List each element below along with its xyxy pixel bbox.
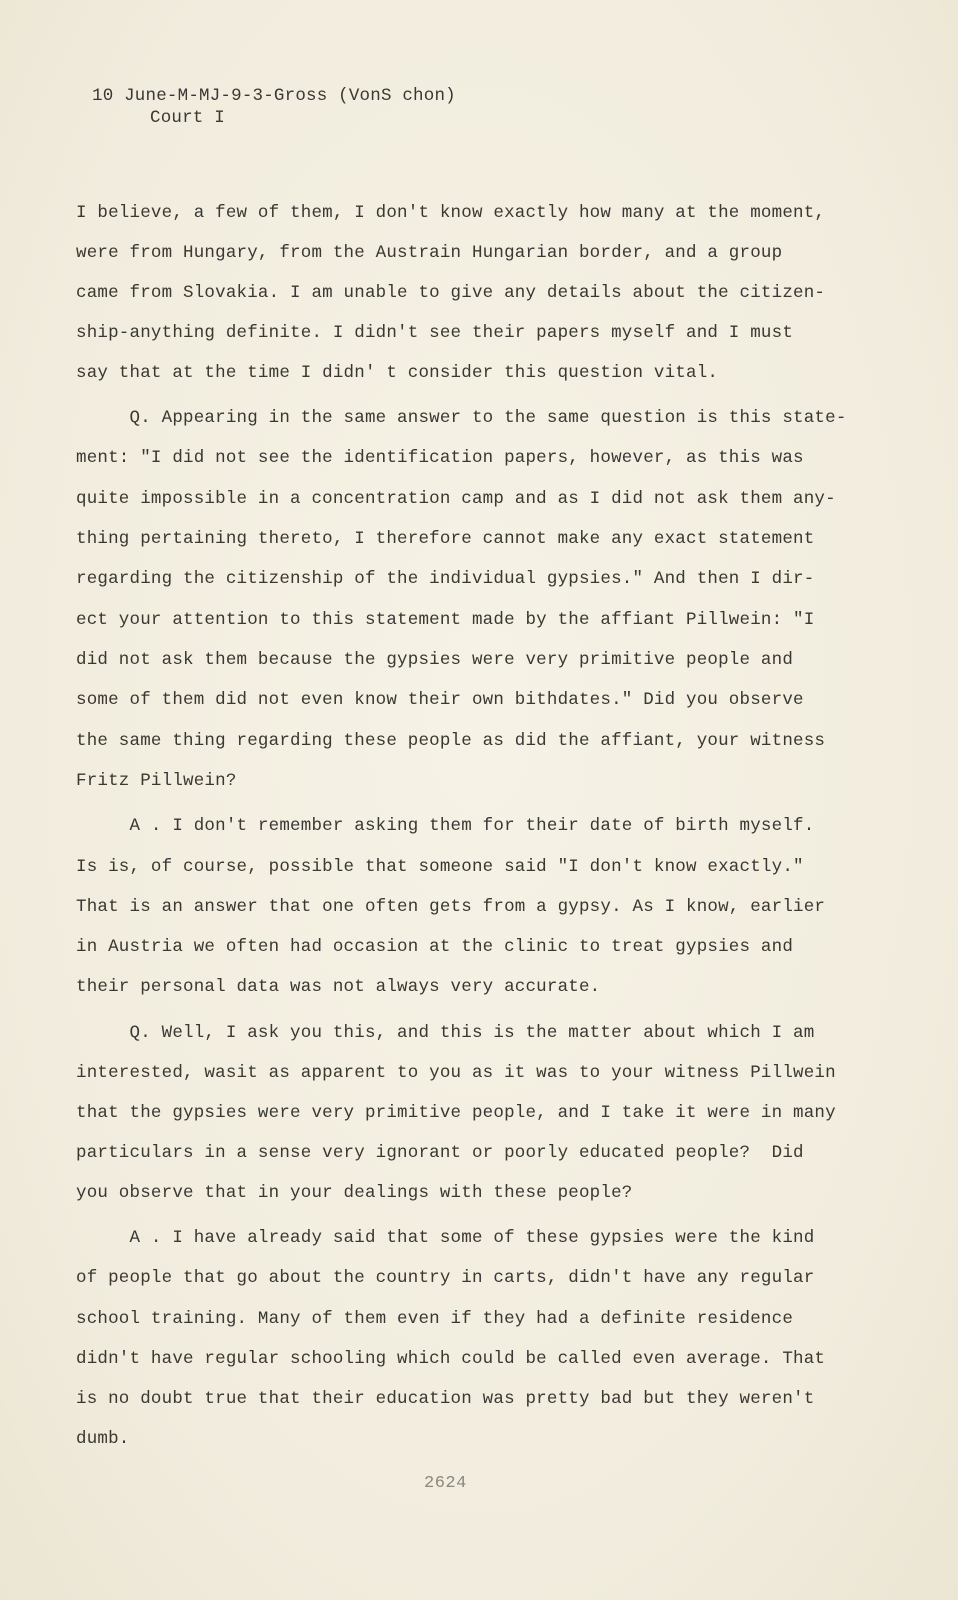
transcript-line: interested, wasit as apparent to you as it was to your witness Pillwein	[76, 1063, 836, 1083]
transcript-line: A . I don't remember asking them for their date of birth myself.	[76, 816, 815, 836]
transcript-line: ment: "I did not see the identification papers, however, as this was	[76, 448, 804, 468]
transcript-line: Fritz Pillwein?	[76, 771, 237, 791]
transcript-line: in Austria we often had occasion at the clinic to treat gypsies and	[76, 937, 794, 957]
transcript-line: you observe that in your dealings with these people?	[76, 1183, 633, 1203]
transcript-line: regarding the citizenship of the individual gypsies." And then I dir-	[76, 569, 815, 589]
transcript-line: is no doubt true that their education was pretty bad but they weren't	[76, 1389, 815, 1409]
transcript-line: Q. Well, I ask you this, and this is the matter about which I am	[76, 1023, 815, 1043]
transcript-line: particulars in a sense very ignorant or poorly educated people? Did	[76, 1143, 804, 1163]
transcript-line: thing pertaining thereto, I therefore cannot make any exact statement	[76, 529, 815, 549]
transcript-line: school training. Many of them even if they had a definite residence	[76, 1309, 794, 1329]
transcript-line: Q. Appearing in the same answer to the same question is this state-	[76, 408, 847, 428]
transcript-line: some of them did not even know their own bithdates." Did you observe	[76, 690, 804, 710]
transcript-line: ship-anything definite. I didn't see their papers myself and I must	[76, 323, 794, 343]
transcript-line: of people that go about the country in carts, didn't have any regular	[76, 1268, 815, 1288]
transcript-line: say that at the time I didn' t consider this question vital.	[76, 363, 719, 383]
transcript-line: That is an answer that one often gets from a gypsy. As I know, earlier	[76, 897, 826, 917]
transcript-line: dumb.	[76, 1429, 130, 1449]
transcript-line: came from Slovakia. I am unable to give any details about the citizen-	[76, 283, 826, 303]
page-number: 2624	[424, 1474, 467, 1493]
transcript-line: their personal data was not always very accurate.	[76, 977, 601, 997]
transcript-line: ect your attention to this statement made by the affiant Pillwein: "I	[76, 610, 815, 630]
transcript-line: Is is, of course, possible that someone said "I don't know exactly."	[76, 857, 804, 877]
transcript-line: did not ask them because the gypsies were very primitive people and	[76, 650, 794, 670]
transcript-line: A . I have already said that some of these gypsies were the kind	[76, 1228, 815, 1248]
transcript-line: that the gypsies were very primitive people, and I take it were in many	[76, 1103, 836, 1123]
transcript-line: the same thing regarding these people as did the affiant, your witness	[76, 731, 826, 751]
transcript-line: didn't have regular schooling which could be called even average. That	[76, 1349, 826, 1369]
transcript-line: were from Hungary, from the Austrain Hungarian border, and a group	[76, 243, 783, 263]
transcript-line: I believe, a few of them, I don't know exactly how many at the moment,	[76, 203, 826, 223]
header-reference-line: 10 June-M-MJ-9-3-Gross (VonS chon)	[92, 86, 456, 106]
header-court-line: Court I	[150, 108, 225, 128]
transcript-line: quite impossible in a concentration camp and as I did not ask them any-	[76, 489, 836, 509]
